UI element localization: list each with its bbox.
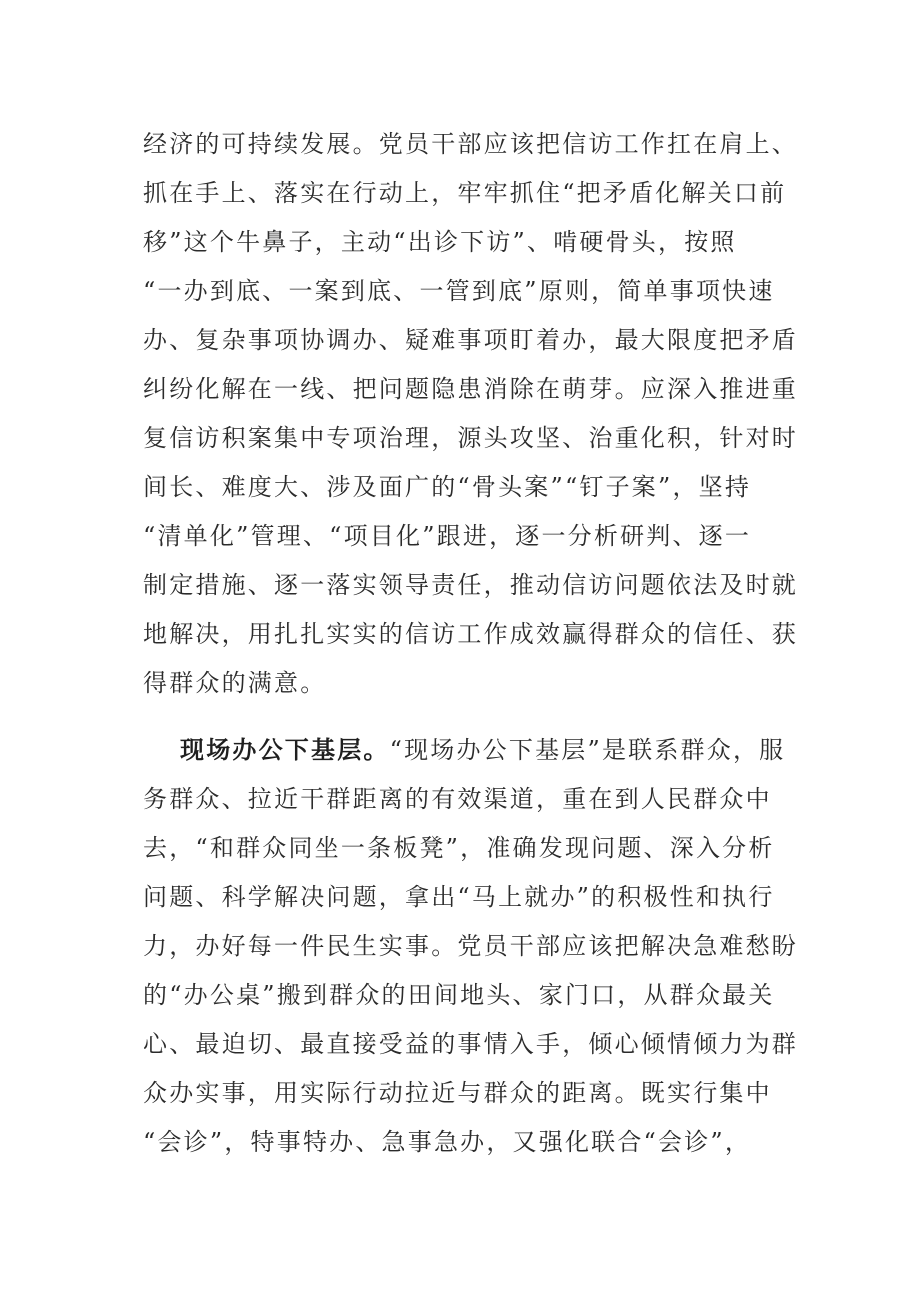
paragraph-1-line-3: 移”这个牛鼻子，主动“出诊下访”、啃硬骨头，按照 <box>143 228 737 256</box>
paragraph-1-line-6: 纠纷化解在一线、把问题隐患消除在萌芽。应深入推进重 <box>143 375 798 403</box>
paragraph-2-line-5: 力，办好每一件民生实事。党员干部应该把解决急难愁盼 <box>143 932 798 960</box>
paragraph-2-first-line <box>180 735 920 765</box>
paragraph-1-line-7: 复信访积案集中专项治理，源头攻坚、治重化积，针对时 <box>143 424 798 452</box>
paragraph-1-line-4: “一办到底、一案到底、一管到底”原则，简单事项快速 <box>143 277 775 305</box>
paragraph-2-line-8: 众办实事，用实际行动拉近与群众的距离。既实行集中 <box>143 1079 772 1107</box>
paragraph-1-line-12: 得群众的满意。 <box>143 669 327 697</box>
paragraph-2-line-7: 心、最迫切、最直接受益的事情入手，倾心倾情倾力为群 <box>143 1030 798 1058</box>
paragraph-2-line-3: 去，“和群众同坐一条板凳”，准确发现问题、深入分析 <box>143 834 775 862</box>
paragraph-2-line-4: 问题、科学解决问题，拿出“马上就办”的积极性和执行 <box>143 883 775 911</box>
paragraph-1-line-1: 经济的可持续发展。党员干部应该把信访工作扛在肩上、 <box>143 130 798 158</box>
paragraph-2-heading: 现场办公下基层。 <box>180 736 390 764</box>
paragraph-1-line-2: 抓在手上、落实在行动上，牢牢抓住“把矛盾化解关口前 <box>143 179 787 207</box>
paragraph-1-line-8: 间长、难度大、涉及面广的“骨头案”“钉子案”，坚持 <box>143 473 752 501</box>
paragraph-2-line-2: 务群众、拉近干群距离的有效渠道，重在到人民群众中 <box>143 785 772 813</box>
paragraph-2-line-9: “会诊”，特事特办、急事急办，又强化联合“会诊”， <box>143 1128 752 1156</box>
paragraph-1-line-10: 制定措施、逐一落实领导责任，推动信访问题依法及时就 <box>143 571 798 599</box>
paragraph-1-line-11: 地解决，用扎扎实实的信访工作成效赢得群众的信任、获 <box>143 620 798 648</box>
paragraph-2-line-6: 的“办公桌”搬到群众的田间地头、家门口，从群众最关 <box>143 981 775 1009</box>
paragraph-1-line-5: 办、复杂事项协调办、疑难事项盯着办，最大限度把矛盾 <box>143 326 798 354</box>
paragraph-2-first-line-text: “现场办公下基层”是联系群众，服 <box>389 736 786 764</box>
paragraph-1-line-9: “清单化”管理、“项目化”跟进，逐一分析研判、逐一 <box>143 522 752 550</box>
